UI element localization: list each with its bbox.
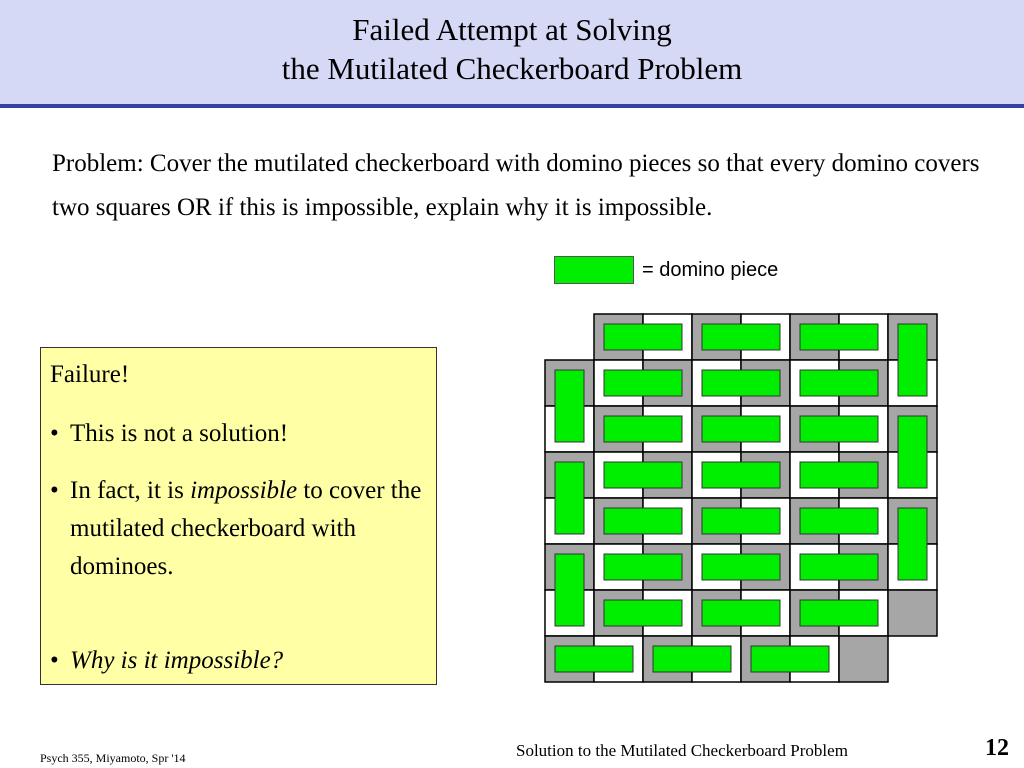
domino-vertical [898, 508, 927, 580]
failure-heading: Failure! [50, 361, 130, 388]
domino-horizontal [604, 416, 682, 442]
domino-horizontal [555, 646, 633, 672]
domino-vertical [555, 554, 584, 626]
bullet-dot: • [50, 420, 59, 447]
page-number: 12 [985, 735, 1009, 761]
domino-horizontal [604, 600, 682, 626]
domino-horizontal [702, 554, 780, 580]
domino-horizontal [800, 600, 878, 626]
domino-vertical [555, 462, 584, 534]
domino-horizontal [800, 554, 878, 580]
domino-horizontal [702, 416, 780, 442]
domino-horizontal [702, 600, 780, 626]
bullet-text: Why is it impossible? [70, 647, 284, 674]
domino-vertical [898, 416, 927, 488]
footer-slide-topic: Solution to the Mutilated Checkerboard Problem [516, 741, 848, 760]
domino-vertical [898, 324, 927, 396]
domino-horizontal [702, 370, 780, 396]
bullet-text: This is not a solution! [70, 420, 289, 447]
bullet-dot: • [50, 647, 59, 674]
domino-horizontal [800, 462, 878, 488]
domino-horizontal [800, 416, 878, 442]
domino-horizontal [604, 324, 682, 350]
domino-horizontal [800, 508, 878, 534]
title-line-1: Failed Attempt at Solving [352, 12, 672, 47]
domino-horizontal [604, 508, 682, 534]
domino-horizontal [604, 462, 682, 488]
domino-horizontal [653, 646, 731, 672]
bullet-text-start: In fact, it is [70, 477, 191, 504]
legend-label: = domino piece [642, 259, 779, 281]
domino-horizontal [702, 462, 780, 488]
bullet-text-end: to cover the mutilated checkerboard with dominoes. [70, 477, 422, 580]
domino-horizontal [800, 324, 878, 350]
bullet-emphasis: impossible [190, 477, 298, 504]
uncovered-square [888, 590, 937, 636]
problem-statement: Problem: Cover the mutilated checkerboard with domino pieces so that every domino covers two squares OR if this is impossible, explain why it is impossible. [52, 150, 980, 221]
domino-vertical [555, 370, 584, 442]
domino-horizontal [702, 508, 780, 534]
domino-horizontal [702, 324, 780, 350]
domino-horizontal [604, 370, 682, 396]
title-line-2: the Mutilated Checkerboard Problem [281, 51, 743, 86]
domino-horizontal [800, 370, 878, 396]
uncovered-square [839, 636, 888, 682]
domino-horizontal [604, 554, 682, 580]
bullet-dot: • [50, 477, 59, 504]
domino-horizontal [751, 646, 829, 672]
footer-course-credit: Psych 355, Miyamoto, Spr '14 [40, 751, 186, 765]
